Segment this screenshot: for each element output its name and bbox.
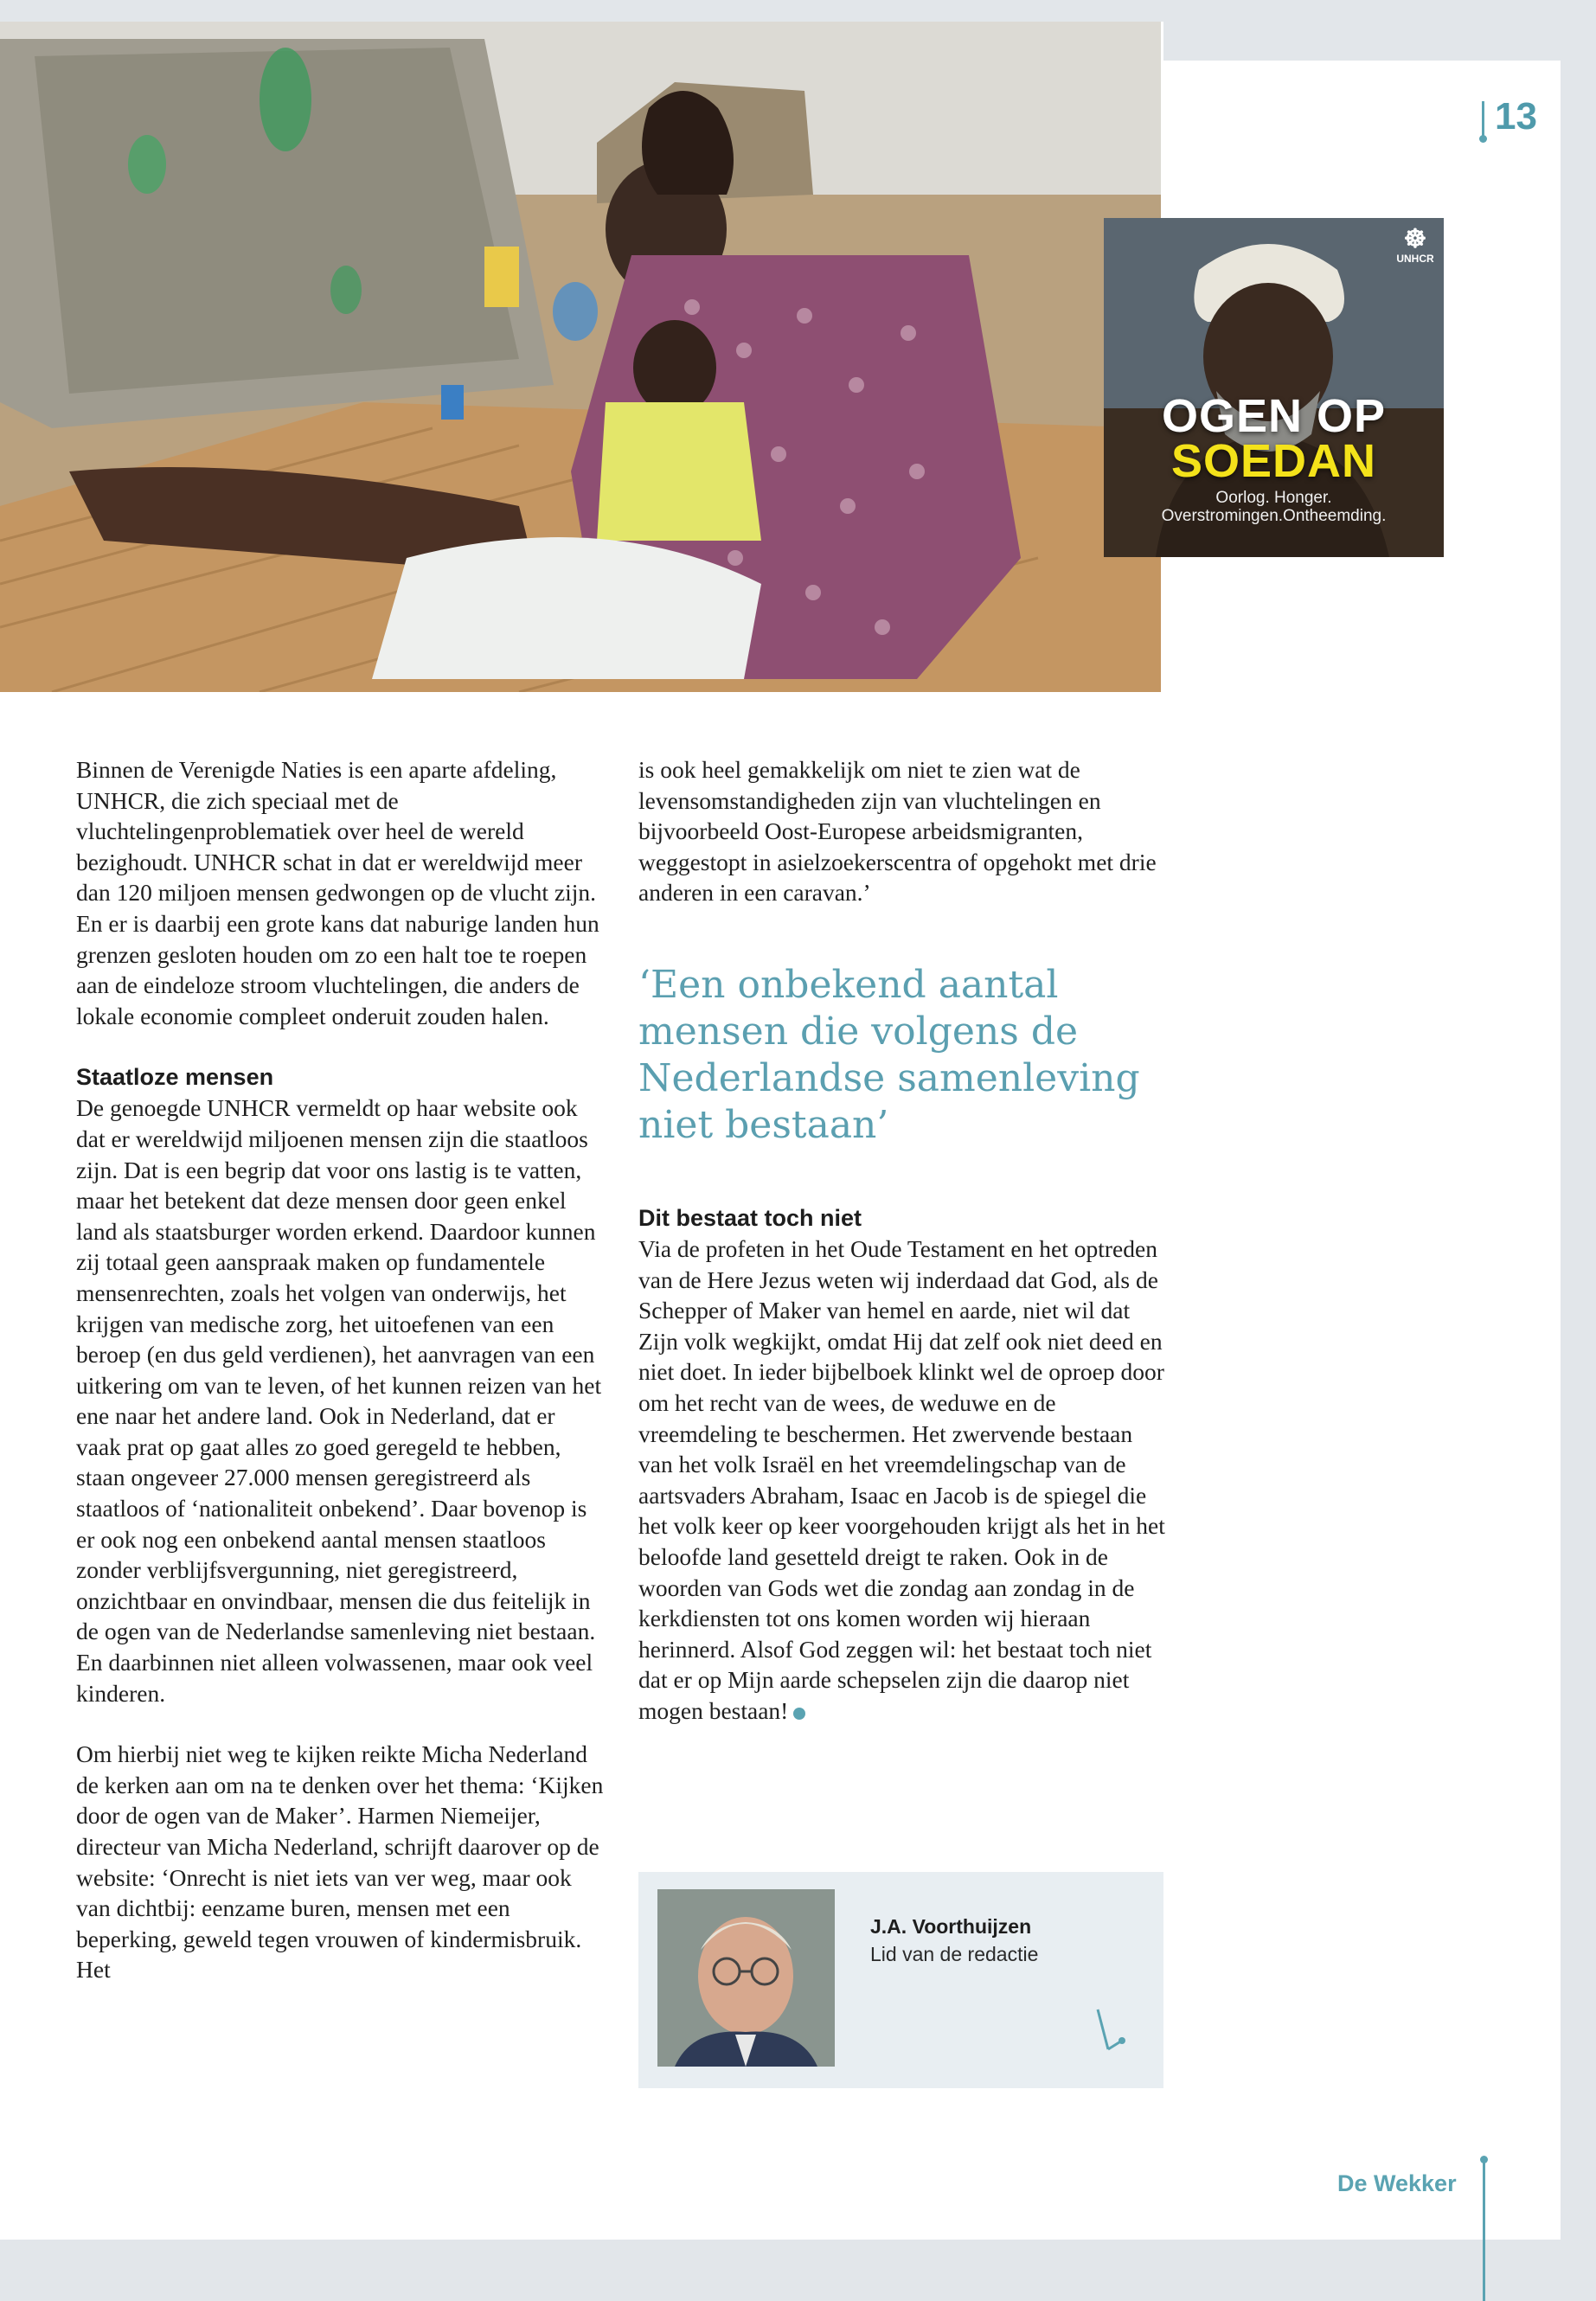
page-number-marker-dot <box>1479 135 1487 143</box>
unhcr-emblem-icon: ☸ <box>1403 225 1427 253</box>
author-box <box>638 1872 1163 2088</box>
article-paragraph: Binnen de Verenigde Naties is een aparte afdeling, UNHCR, die zich speciaal met de vluchtelingenproblematiek over heel de wereld bezighoudt. UNHCR schat in dat er wereldwijd meer dan 120 miljoen mensen gedwongen op de vlucht zijn. En er is daarbij een grote kans dat naburige landen hun grenzen gesloten houden om zo een halt toe te roepen aan de eindeloze stroom vluchtelingen, die anders de lokale economie compleet onderuit zouden halen. <box>76 756 599 1029</box>
article-paragraph: Om hierbij niet weg te kijken reikte Micha Nederland de kerken aan om na te denken over het thema: ‘Kijken door de ogen van de Maker’. Harmen Niemeijer, directeur van Micha Nederland, schrijft daarover op de website: ‘Onrecht is niet iets van ver weg, maar ook van dichtbij: eenzame buren, mensen met een beperking, geweld tegen vrouwen of kindermisbruik. Het <box>76 1740 604 1984</box>
author-avatar <box>657 1889 835 2067</box>
article-paragraph-text: Via de profeten in het Oude Testament en het optreden van de Here Jezus weten wij inderdaad dat God, als de Schepper of Maker van hemel en aarde, niet wil dat Zijn volk wegkijkt, omdat Hij dat zelf ook niet deed en niet doet. In ieder bijbelboek klinkt wel de oproep door om het recht van de wees, de weduwe en de vreemdeling te beschermen. Het zwervende bestaan van het volk Israël en het vreemdelingschap van de aartsvaders Abraham, Isaac en Jacob is de spiegel die het volk keer op keer voorgehouden krijgt als het in het beloofde land gesetteld dreigt te raken. Ook in de woorden van Gods wet die zondag aan zondag in de kerkdiensten tot ons komen worden wij hieraan herinnerd. Alsof God zeggen wil: het bestaat toch niet dat er op Mijn aarde schepselen zijn die daarop niet mogen bestaan! <box>638 1234 1165 1724</box>
footer-marker-dot <box>1480 2156 1488 2163</box>
page-frame-top <box>0 0 1596 22</box>
page-frame-right <box>1561 0 1596 2301</box>
poster-title-line2: SOEDAN <box>1170 435 1377 487</box>
poster-subtitle-line1: Oorlog. Honger. <box>1215 489 1332 507</box>
author-box-corner-mark-icon <box>1094 2006 1129 2058</box>
page-frame-corner <box>1163 22 1561 61</box>
article-paragraph-final <box>638 1234 1168 1727</box>
ogen-op-soedan-poster <box>1104 218 1444 557</box>
article-column-left <box>76 754 606 1985</box>
article-end-dot-icon <box>793 1708 805 1720</box>
article-column-right <box>638 754 1168 1726</box>
author-role: Lid van de redactie <box>870 1943 1039 1965</box>
page-number: 13 <box>1495 95 1537 138</box>
footer-marker-line <box>1483 2159 1485 2301</box>
poster-subtitle-line2: Overstromingen.Ontheemding. <box>1161 507 1387 525</box>
article-subheading: Staatloze mensen <box>76 1064 274 1091</box>
poster-title-line1: OGEN OP <box>1161 390 1387 442</box>
pull-quote: ‘Een onbekend aantal mensen die volgens de Nederlandse samenleving niet bestaan’ <box>638 962 1140 1147</box>
article-paragraph: De genoegde UNHCR vermeldt op haar website ook dat er wereldwijd miljoenen mensen zijn die staatloos zijn. Dat is een begrip dat voor ons lastig is te vatten, maar het betekent dat deze mensen door geen enkel land als staatsburger worden erkend. Daardoor kunnen zij totaal geen aanspraak maken op fundamentele mensenrechten, zoals het volgen van onderwijs, het krijgen van medische zorg, het uitoefenen van een beroep (en dus geld verdienen), het aanvragen van een uitkering om van te leven, of het kunnen reizen van het ene naar het andere land. Ook in Nederland, dat er vaak prat op gaat alles zo goed geregeld te hebben, staan ongeveer 27.000 mensen geregistreerd als staatloos of ‘nationaliteit onbekend’. Daar bovenop is er ook nog een onbekend aantal mensen staatloos zonder verblijfsvergunning, niet geregistreerd, onzichtbaar en onvindbaar, mensen die dus feitelijk in de ogen van de Nederlandse samenleving niet bestaan. En daarbinnen niet alleen volwassenen, maar ook veel kinderen. <box>76 1094 602 1707</box>
unhcr-logo-text: UNHCR <box>1396 253 1434 265</box>
publication-name: De Wekker <box>1337 2170 1457 2196</box>
author-name: J.A. Voorthuijzen <box>870 1915 1032 1938</box>
page-frame-bottom <box>0 2240 1596 2301</box>
article-paragraph: is ook heel gemakkelijk om niet te zien wat de levensomstandigheden zijn van vluchtelingen en bijvoorbeeld Oost-Europese arbeidsmigranten, weggestopt in asielzoekerscentra of opgehokt met drie anderen in een caravan.’ <box>638 756 1157 907</box>
unhcr-logo <box>1395 227 1435 265</box>
refugee-camp-photo <box>0 22 1161 692</box>
page-number-marker-line <box>1482 101 1484 139</box>
article-subheading: Dit bestaat toch niet <box>638 1204 862 1231</box>
